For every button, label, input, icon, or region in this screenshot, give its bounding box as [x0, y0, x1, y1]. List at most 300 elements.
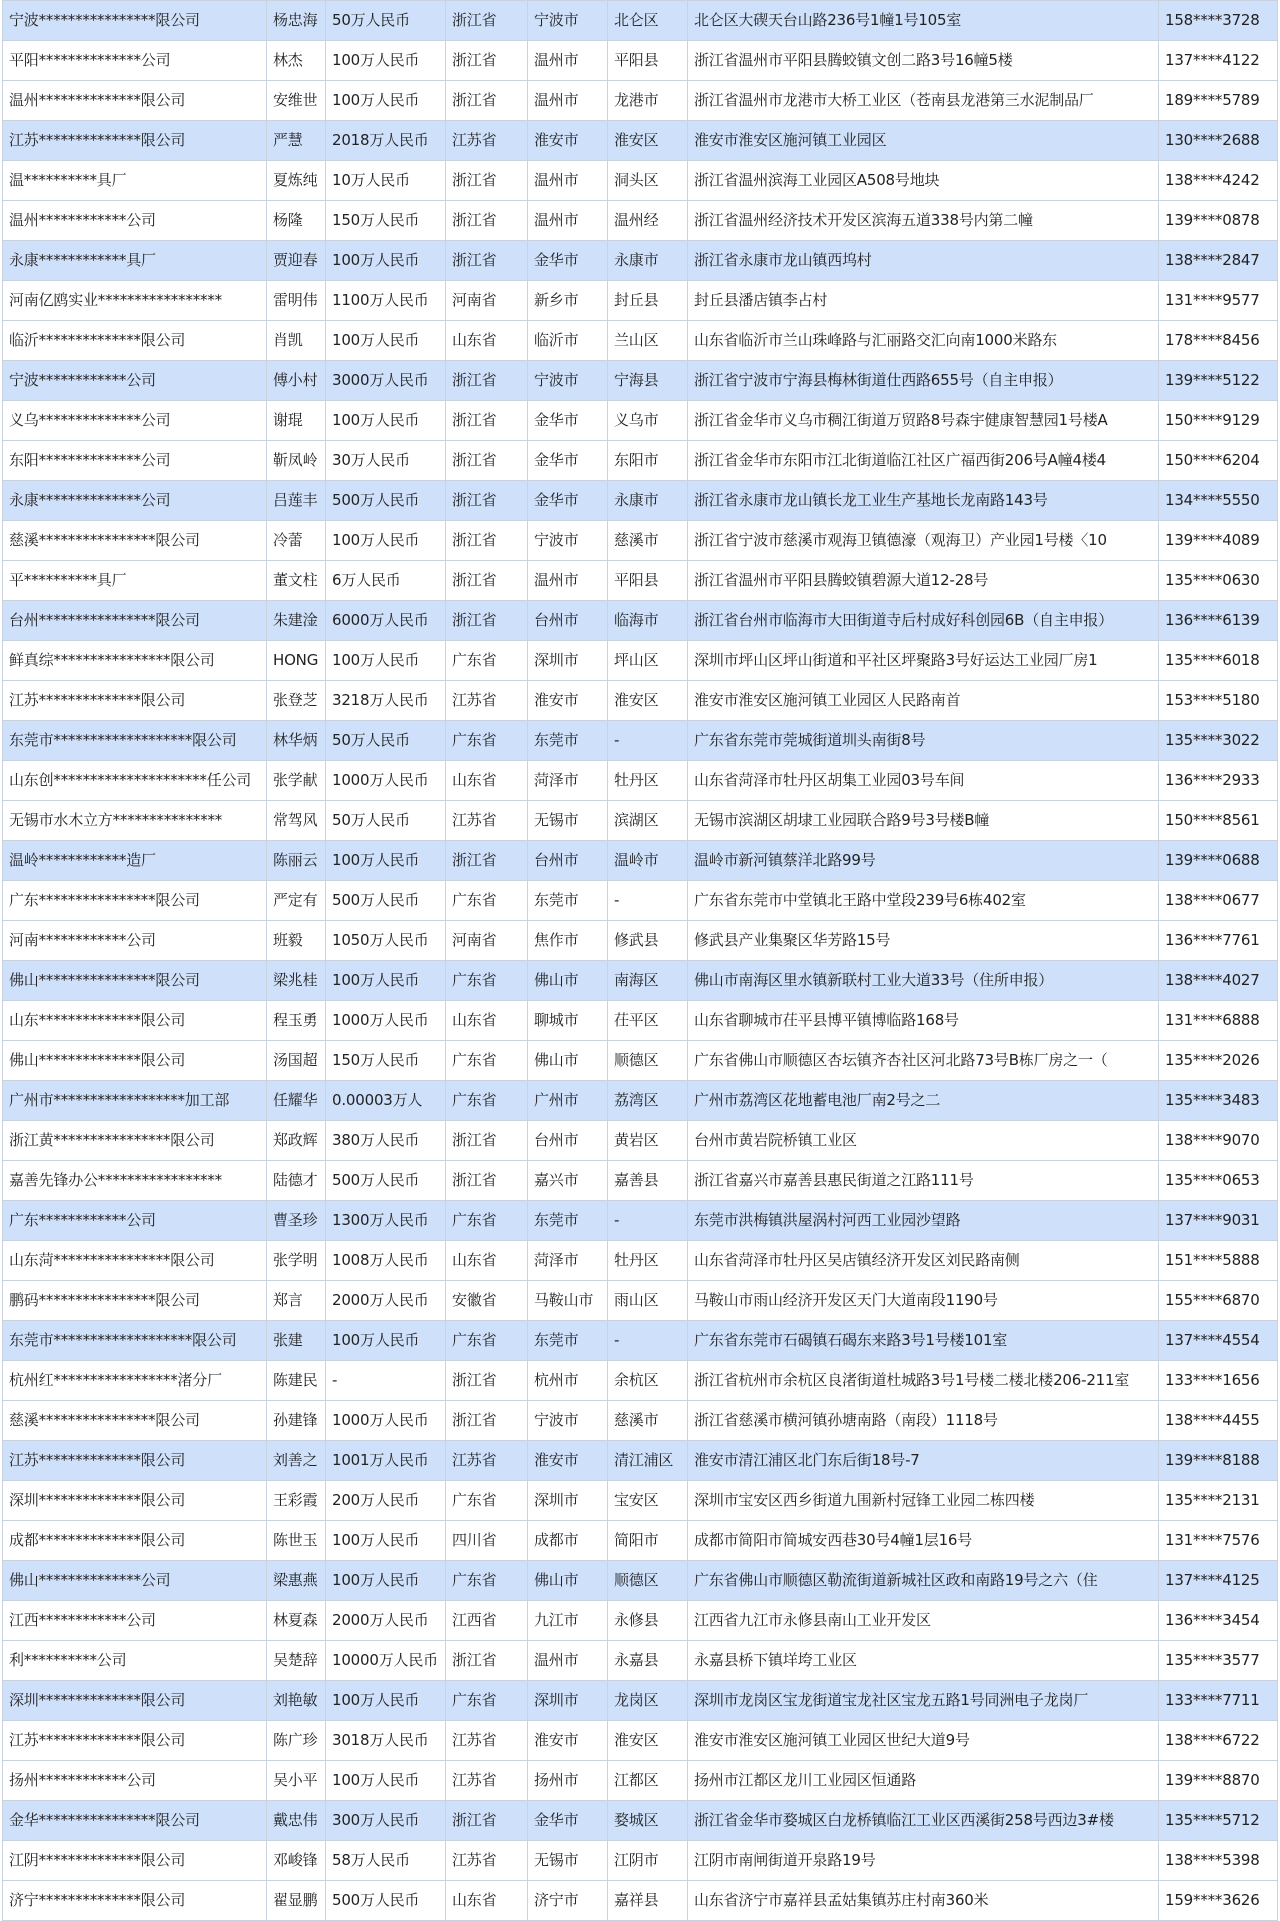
city-cell: 金华市 — [528, 481, 608, 521]
contact-name-cell: 吕莲丰 — [267, 481, 326, 521]
address-cell: 淮安市淮安区施河镇工业园区世纪大道9号 — [688, 1721, 1159, 1761]
address-cell: 浙江省温州市平阳县腾蛟镇文创二路3号16幢5楼 — [688, 41, 1159, 81]
table-row — [3, 1561, 1278, 1601]
table-row — [3, 1081, 1278, 1121]
registered-capital-cell: 6000万人民币 — [326, 601, 446, 641]
district-cell: 兰山区 — [608, 321, 688, 361]
phone-cell: 150****8561 — [1159, 801, 1278, 841]
city-cell: 温州市 — [528, 561, 608, 601]
table-row — [3, 1401, 1278, 1441]
province-cell: 浙江省 — [446, 561, 528, 601]
company-name-cell: 鲜真综****************限公司 — [3, 641, 267, 681]
phone-cell: 135****3483 — [1159, 1081, 1278, 1121]
table-row — [3, 81, 1278, 121]
phone-cell: 158****3728 — [1159, 1, 1278, 41]
address-cell: 江阴市南闸街道开泉路19号 — [688, 1841, 1159, 1881]
city-cell: 淮安市 — [528, 1441, 608, 1481]
company-name-cell: 杭州红*****************渚分厂 — [3, 1361, 267, 1401]
company-name-cell: 台州****************限公司 — [3, 601, 267, 641]
phone-cell: 138****4242 — [1159, 161, 1278, 201]
contact-name-cell: 严定有 — [267, 881, 326, 921]
contact-name-cell: 杨忠海 — [267, 1, 326, 41]
phone-cell: 155****6870 — [1159, 1281, 1278, 1321]
table-row — [3, 1801, 1278, 1841]
city-cell: 无锡市 — [528, 801, 608, 841]
registered-capital-cell: 6万人民币 — [326, 561, 446, 601]
registered-capital-cell: 500万人民币 — [326, 1881, 446, 1921]
district-cell: 江阴市 — [608, 1841, 688, 1881]
table-row — [3, 841, 1278, 881]
contact-name-cell: 曹圣珍 — [267, 1201, 326, 1241]
phone-cell: 134****5550 — [1159, 481, 1278, 521]
province-cell: 广东省 — [446, 1561, 528, 1601]
district-cell: 宁海县 — [608, 361, 688, 401]
phone-cell: 135****0653 — [1159, 1161, 1278, 1201]
company-name-cell: 东莞市*******************限公司 — [3, 721, 267, 761]
company-name-cell: 河南************公司 — [3, 921, 267, 961]
table-row — [3, 1241, 1278, 1281]
phone-cell: 159****3626 — [1159, 1881, 1278, 1921]
registered-capital-cell: 100万人民币 — [326, 841, 446, 881]
district-cell: 黄岩区 — [608, 1121, 688, 1161]
phone-cell: 135****6018 — [1159, 641, 1278, 681]
district-cell: 余杭区 — [608, 1361, 688, 1401]
address-cell: 浙江省金华市东阳市江北街道临江社区广福西街206号A幢4楼4 — [688, 441, 1159, 481]
province-cell: 安徽省 — [446, 1281, 528, 1321]
company-name-cell: 河南亿鸥实业***************** — [3, 281, 267, 321]
province-cell: 四川省 — [446, 1521, 528, 1561]
table-row — [3, 41, 1278, 81]
phone-cell: 131****7576 — [1159, 1521, 1278, 1561]
company-name-cell: 江西************公司 — [3, 1601, 267, 1641]
company-name-cell: 临沂**************限公司 — [3, 321, 267, 361]
province-cell: 广东省 — [446, 1081, 528, 1121]
province-cell: 广东省 — [446, 721, 528, 761]
province-cell: 江苏省 — [446, 681, 528, 721]
address-cell: 广东省佛山市顺德区杏坛镇齐杏社区河北路73号B栋厂房之一（ — [688, 1041, 1159, 1081]
district-cell: 永康市 — [608, 241, 688, 281]
contact-name-cell: 程玉勇 — [267, 1001, 326, 1041]
phone-cell: 137****4125 — [1159, 1561, 1278, 1601]
city-cell: 淮安市 — [528, 681, 608, 721]
province-cell: 江苏省 — [446, 1441, 528, 1481]
registered-capital-cell: 100万人民币 — [326, 81, 446, 121]
district-cell: - — [608, 881, 688, 921]
phone-cell: 178****8456 — [1159, 321, 1278, 361]
table-row — [3, 1761, 1278, 1801]
city-cell: 东莞市 — [528, 1321, 608, 1361]
address-cell: 浙江省温州滨海工业园区A508号地块 — [688, 161, 1159, 201]
contact-name-cell: 陈世玉 — [267, 1521, 326, 1561]
phone-cell: 136****7761 — [1159, 921, 1278, 961]
province-cell: 浙江省 — [446, 1121, 528, 1161]
contact-name-cell: 戴忠伟 — [267, 1801, 326, 1841]
phone-cell: 138****2847 — [1159, 241, 1278, 281]
contact-name-cell: 张登芝 — [267, 681, 326, 721]
address-cell: 马鞍山市雨山经济开发区天门大道南段1190号 — [688, 1281, 1159, 1321]
registered-capital-cell: 200万人民币 — [326, 1481, 446, 1521]
district-cell: 义乌市 — [608, 401, 688, 441]
province-cell: 浙江省 — [446, 521, 528, 561]
phone-cell: 131****6888 — [1159, 1001, 1278, 1041]
table-row — [3, 561, 1278, 601]
province-cell: 江苏省 — [446, 1761, 528, 1801]
address-cell: 永嘉县桥下镇垟垮工业区 — [688, 1641, 1159, 1681]
registered-capital-cell: 1000万人民币 — [326, 1401, 446, 1441]
district-cell: 龙岗区 — [608, 1681, 688, 1721]
table-row — [3, 521, 1278, 561]
province-cell: 浙江省 — [446, 841, 528, 881]
company-name-cell: 江苏**************限公司 — [3, 1441, 267, 1481]
city-cell: 佛山市 — [528, 961, 608, 1001]
address-cell: 浙江省宁波市慈溪市观海卫镇德濠（观海卫）产业园1号楼〈10 — [688, 521, 1159, 561]
registered-capital-cell: 100万人民币 — [326, 1761, 446, 1801]
table-row — [3, 1121, 1278, 1161]
city-cell: 温州市 — [528, 41, 608, 81]
district-cell: 婺城区 — [608, 1801, 688, 1841]
company-name-cell: 永康**************公司 — [3, 481, 267, 521]
phone-cell: 139****5122 — [1159, 361, 1278, 401]
district-cell: 封丘县 — [608, 281, 688, 321]
province-cell: 江苏省 — [446, 1721, 528, 1761]
address-cell: 淮安市清江浦区北门东后街18号-7 — [688, 1441, 1159, 1481]
company-name-cell: 永康************具厂 — [3, 241, 267, 281]
company-name-cell: 宁波************公司 — [3, 361, 267, 401]
registered-capital-cell: 1008万人民币 — [326, 1241, 446, 1281]
table-row — [3, 1321, 1278, 1361]
province-cell: 广东省 — [446, 1481, 528, 1521]
province-cell: 浙江省 — [446, 81, 528, 121]
address-cell: 修武县产业集聚区华芳路15号 — [688, 921, 1159, 961]
contact-name-cell: 冷蕾 — [267, 521, 326, 561]
registered-capital-cell: 500万人民币 — [326, 881, 446, 921]
registered-capital-cell: 10万人民币 — [326, 161, 446, 201]
table-row — [3, 1361, 1278, 1401]
address-cell: 浙江省宁波市宁海县梅林街道仕西路655号（自主申报） — [688, 361, 1159, 401]
address-cell: 广东省东莞市中堂镇北王路中堂段239号6栋402室 — [688, 881, 1159, 921]
company-table — [2, 0, 1278, 1921]
company-name-cell: 温州**************限公司 — [3, 81, 267, 121]
city-cell: 金华市 — [528, 401, 608, 441]
city-cell: 聊城市 — [528, 1001, 608, 1041]
contact-name-cell: 雷明伟 — [267, 281, 326, 321]
company-name-cell: 广东****************限公司 — [3, 881, 267, 921]
table-row — [3, 721, 1278, 761]
phone-cell: 135****3022 — [1159, 721, 1278, 761]
contact-name-cell: 汤国超 — [267, 1041, 326, 1081]
province-cell: 江苏省 — [446, 801, 528, 841]
address-cell: 浙江省金华市义乌市稠江街道万贸路8号森宇健康智慧园1号楼A — [688, 401, 1159, 441]
address-cell: 浙江省台州市临海市大田街道寺后村成好科创园6B（自主申报） — [688, 601, 1159, 641]
contact-name-cell: 谢琨 — [267, 401, 326, 441]
contact-name-cell: 张学明 — [267, 1241, 326, 1281]
province-cell: 广东省 — [446, 1321, 528, 1361]
company-name-cell: 江苏**************限公司 — [3, 1721, 267, 1761]
registered-capital-cell: 150万人民币 — [326, 201, 446, 241]
contact-name-cell: 吴小平 — [267, 1761, 326, 1801]
province-cell: 浙江省 — [446, 481, 528, 521]
district-cell: - — [608, 1201, 688, 1241]
district-cell: 牡丹区 — [608, 761, 688, 801]
address-cell: 东莞市洪梅镇洪屋涡村河西工业园沙望路 — [688, 1201, 1159, 1241]
district-cell: 永修县 — [608, 1601, 688, 1641]
district-cell: 洞头区 — [608, 161, 688, 201]
address-cell: 浙江省温州市平阳县腾蛟镇碧源大道12-28号 — [688, 561, 1159, 601]
registered-capital-cell: 58万人民币 — [326, 1841, 446, 1881]
table-row — [3, 1641, 1278, 1681]
district-cell: 温州经 — [608, 201, 688, 241]
province-cell: 广东省 — [446, 961, 528, 1001]
province-cell: 江苏省 — [446, 1841, 528, 1881]
company-name-cell: 平阳**************公司 — [3, 41, 267, 81]
province-cell: 浙江省 — [446, 1361, 528, 1401]
province-cell: 山东省 — [446, 321, 528, 361]
city-cell: 温州市 — [528, 201, 608, 241]
table-row — [3, 641, 1278, 681]
contact-name-cell: 张建 — [267, 1321, 326, 1361]
address-cell: 江西省九江市永修县南山工业开发区 — [688, 1601, 1159, 1641]
company-name-cell: 慈溪****************限公司 — [3, 521, 267, 561]
company-name-cell: 利**********公司 — [3, 1641, 267, 1681]
company-name-cell: 温**********具厂 — [3, 161, 267, 201]
registered-capital-cell: 1300万人民币 — [326, 1201, 446, 1241]
table-row — [3, 1481, 1278, 1521]
phone-cell: 139****4089 — [1159, 521, 1278, 561]
phone-cell: 150****6204 — [1159, 441, 1278, 481]
district-cell: 临海市 — [608, 601, 688, 641]
registered-capital-cell: 300万人民币 — [326, 1801, 446, 1841]
address-cell: 山东省聊城市茌平县博平镇博临路168号 — [688, 1001, 1159, 1041]
registered-capital-cell: 10000万人民币 — [326, 1641, 446, 1681]
province-cell: 广东省 — [446, 881, 528, 921]
city-cell: 宁波市 — [528, 361, 608, 401]
registered-capital-cell: 1001万人民币 — [326, 1441, 446, 1481]
city-cell: 九江市 — [528, 1601, 608, 1641]
table-row — [3, 401, 1278, 441]
address-cell: 淮安市淮安区施河镇工业园区 — [688, 121, 1159, 161]
registered-capital-cell: 3018万人民币 — [326, 1721, 446, 1761]
district-cell: - — [608, 1321, 688, 1361]
phone-cell: 150****9129 — [1159, 401, 1278, 441]
city-cell: 温州市 — [528, 81, 608, 121]
table-row — [3, 1521, 1278, 1561]
city-cell: 深圳市 — [528, 1481, 608, 1521]
registered-capital-cell: 50万人民币 — [326, 1, 446, 41]
company-name-cell: 江苏**************限公司 — [3, 121, 267, 161]
table-row — [3, 481, 1278, 521]
contact-name-cell: 刘艳敏 — [267, 1681, 326, 1721]
contact-name-cell: 王彩霞 — [267, 1481, 326, 1521]
city-cell: 焦作市 — [528, 921, 608, 961]
contact-name-cell: 任耀华 — [267, 1081, 326, 1121]
table-row — [3, 201, 1278, 241]
registered-capital-cell: 2018万人民币 — [326, 121, 446, 161]
contact-name-cell: 孙建锋 — [267, 1401, 326, 1441]
address-cell: 广东省佛山市顺德区勒流街道新城社区政和南路19号之六（住 — [688, 1561, 1159, 1601]
address-cell: 浙江省永康市龙山镇西坞村 — [688, 241, 1159, 281]
table-row — [3, 761, 1278, 801]
registered-capital-cell: 3000万人民币 — [326, 361, 446, 401]
registered-capital-cell: 100万人民币 — [326, 1321, 446, 1361]
company-name-cell: 深圳**************限公司 — [3, 1481, 267, 1521]
address-cell: 深圳市宝安区西乡街道九围新村冠锋工业园二栋四楼 — [688, 1481, 1159, 1521]
province-cell: 江苏省 — [446, 121, 528, 161]
company-name-cell: 江苏**************限公司 — [3, 681, 267, 721]
city-cell: 淮安市 — [528, 1721, 608, 1761]
province-cell: 广东省 — [446, 641, 528, 681]
province-cell: 浙江省 — [446, 161, 528, 201]
contact-name-cell: 陆德才 — [267, 1161, 326, 1201]
phone-cell: 135****3577 — [1159, 1641, 1278, 1681]
address-cell: 浙江省温州经济技术开发区滨海五道338号内第二幢 — [688, 201, 1159, 241]
registered-capital-cell: 100万人民币 — [326, 401, 446, 441]
company-name-cell: 无锡市水木立方*************** — [3, 801, 267, 841]
registered-capital-cell: 100万人民币 — [326, 241, 446, 281]
company-name-cell: 宁波****************限公司 — [3, 1, 267, 41]
district-cell: 淮安区 — [608, 1721, 688, 1761]
district-cell: 清江浦区 — [608, 1441, 688, 1481]
city-cell: 无锡市 — [528, 1841, 608, 1881]
district-cell: 龙港市 — [608, 81, 688, 121]
table-row — [3, 241, 1278, 281]
city-cell: 新乡市 — [528, 281, 608, 321]
registered-capital-cell: 2000万人民币 — [326, 1601, 446, 1641]
city-cell: 台州市 — [528, 601, 608, 641]
phone-cell: 137****4554 — [1159, 1321, 1278, 1361]
address-cell: 成都市简阳市简城安西巷30号4幢1层16号 — [688, 1521, 1159, 1561]
table-row — [3, 121, 1278, 161]
company-name-cell: 山东**************限公司 — [3, 1001, 267, 1041]
district-cell: 修武县 — [608, 921, 688, 961]
registered-capital-cell: 150万人民币 — [326, 1041, 446, 1081]
province-cell: 广东省 — [446, 1041, 528, 1081]
district-cell: 坪山区 — [608, 641, 688, 681]
registered-capital-cell: 100万人民币 — [326, 1681, 446, 1721]
district-cell: 滨湖区 — [608, 801, 688, 841]
registered-capital-cell: 380万人民币 — [326, 1121, 446, 1161]
province-cell: 浙江省 — [446, 1, 528, 41]
company-name-cell: 佛山**************公司 — [3, 1561, 267, 1601]
contact-name-cell: 林华炳 — [267, 721, 326, 761]
district-cell: 平阳县 — [608, 561, 688, 601]
province-cell: 浙江省 — [446, 1801, 528, 1841]
district-cell: 淮安区 — [608, 121, 688, 161]
address-cell: 浙江省永康市龙山镇长龙工业生产基地长龙南路143号 — [688, 481, 1159, 521]
table-row — [3, 321, 1278, 361]
city-cell: 温州市 — [528, 1641, 608, 1681]
phone-cell: 138****5398 — [1159, 1841, 1278, 1881]
province-cell: 江西省 — [446, 1601, 528, 1641]
city-cell: 东莞市 — [528, 721, 608, 761]
city-cell: 扬州市 — [528, 1761, 608, 1801]
province-cell: 山东省 — [446, 1001, 528, 1041]
phone-cell: 139****0878 — [1159, 201, 1278, 241]
company-name-cell: 济宁**************限公司 — [3, 1881, 267, 1921]
province-cell: 山东省 — [446, 1881, 528, 1921]
address-cell: 浙江省杭州市余杭区良渚街道杜城路3号1号楼二楼北楼206-211室 — [688, 1361, 1159, 1401]
district-cell: 嘉祥县 — [608, 1881, 688, 1921]
contact-name-cell: 邓峻锋 — [267, 1841, 326, 1881]
city-cell: 台州市 — [528, 1121, 608, 1161]
company-name-cell: 东阳**************公司 — [3, 441, 267, 481]
company-name-cell: 佛山****************限公司 — [3, 961, 267, 1001]
company-name-cell: 平**********具厂 — [3, 561, 267, 601]
contact-name-cell: 梁惠燕 — [267, 1561, 326, 1601]
phone-cell: 153****5180 — [1159, 681, 1278, 721]
contact-name-cell: 林夏森 — [267, 1601, 326, 1641]
district-cell: 雨山区 — [608, 1281, 688, 1321]
contact-name-cell: 刘善之 — [267, 1441, 326, 1481]
table-row — [3, 921, 1278, 961]
address-cell: 浙江省嘉兴市嘉善县惠民街道之江路111号 — [688, 1161, 1159, 1201]
contact-name-cell: 贾迎春 — [267, 241, 326, 281]
table-row — [3, 801, 1278, 841]
registered-capital-cell: 500万人民币 — [326, 481, 446, 521]
city-cell: 菏泽市 — [528, 761, 608, 801]
registered-capital-cell: 100万人民币 — [326, 521, 446, 561]
registered-capital-cell: 1050万人民币 — [326, 921, 446, 961]
registered-capital-cell: 0.00003万人 — [326, 1081, 446, 1121]
phone-cell: 131****9577 — [1159, 281, 1278, 321]
province-cell: 浙江省 — [446, 41, 528, 81]
phone-cell: 133****7711 — [1159, 1681, 1278, 1721]
address-cell: 台州市黄岩院桥镇工业区 — [688, 1121, 1159, 1161]
phone-cell: 130****2688 — [1159, 121, 1278, 161]
address-cell: 深圳市龙岗区宝龙街道宝龙社区宝龙五路1号同洲电子龙岗厂 — [688, 1681, 1159, 1721]
city-cell: 杭州市 — [528, 1361, 608, 1401]
table-row — [3, 1601, 1278, 1641]
province-cell: 浙江省 — [446, 401, 528, 441]
table-row — [3, 1, 1278, 41]
contact-name-cell: 陈丽云 — [267, 841, 326, 881]
province-cell: 浙江省 — [446, 241, 528, 281]
district-cell: 慈溪市 — [608, 521, 688, 561]
address-cell: 封丘县潘店镇李占村 — [688, 281, 1159, 321]
district-cell: 顺德区 — [608, 1041, 688, 1081]
table-row — [3, 881, 1278, 921]
contact-name-cell: 班毅 — [267, 921, 326, 961]
phone-cell: 138****4027 — [1159, 961, 1278, 1001]
district-cell: 平阳县 — [608, 41, 688, 81]
province-cell: 浙江省 — [446, 1641, 528, 1681]
district-cell: 顺德区 — [608, 1561, 688, 1601]
city-cell: 马鞍山市 — [528, 1281, 608, 1321]
table-row — [3, 1041, 1278, 1081]
city-cell: 淮安市 — [528, 121, 608, 161]
phone-cell: 135****0630 — [1159, 561, 1278, 601]
company-name-cell: 深圳**************限公司 — [3, 1681, 267, 1721]
registered-capital-cell: 100万人民币 — [326, 641, 446, 681]
address-cell: 温岭市新河镇蔡洋北路99号 — [688, 841, 1159, 881]
province-cell: 浙江省 — [446, 1161, 528, 1201]
district-cell: 永嘉县 — [608, 1641, 688, 1681]
registered-capital-cell: 50万人民币 — [326, 801, 446, 841]
province-cell: 山东省 — [446, 761, 528, 801]
contact-name-cell: 梁兆桂 — [267, 961, 326, 1001]
contact-name-cell: 靳凤岭 — [267, 441, 326, 481]
phone-cell: 137****4122 — [1159, 41, 1278, 81]
phone-cell: 136****6139 — [1159, 601, 1278, 641]
city-cell: 宁波市 — [528, 1401, 608, 1441]
company-name-cell: 山东创*********************任公司 — [3, 761, 267, 801]
district-cell: 南海区 — [608, 961, 688, 1001]
district-cell: 北仑区 — [608, 1, 688, 41]
address-cell: 淮安市淮安区施河镇工业园区人民路南首 — [688, 681, 1159, 721]
district-cell: 东阳市 — [608, 441, 688, 481]
district-cell: 慈溪市 — [608, 1401, 688, 1441]
table-row — [3, 961, 1278, 1001]
province-cell: 浙江省 — [446, 201, 528, 241]
